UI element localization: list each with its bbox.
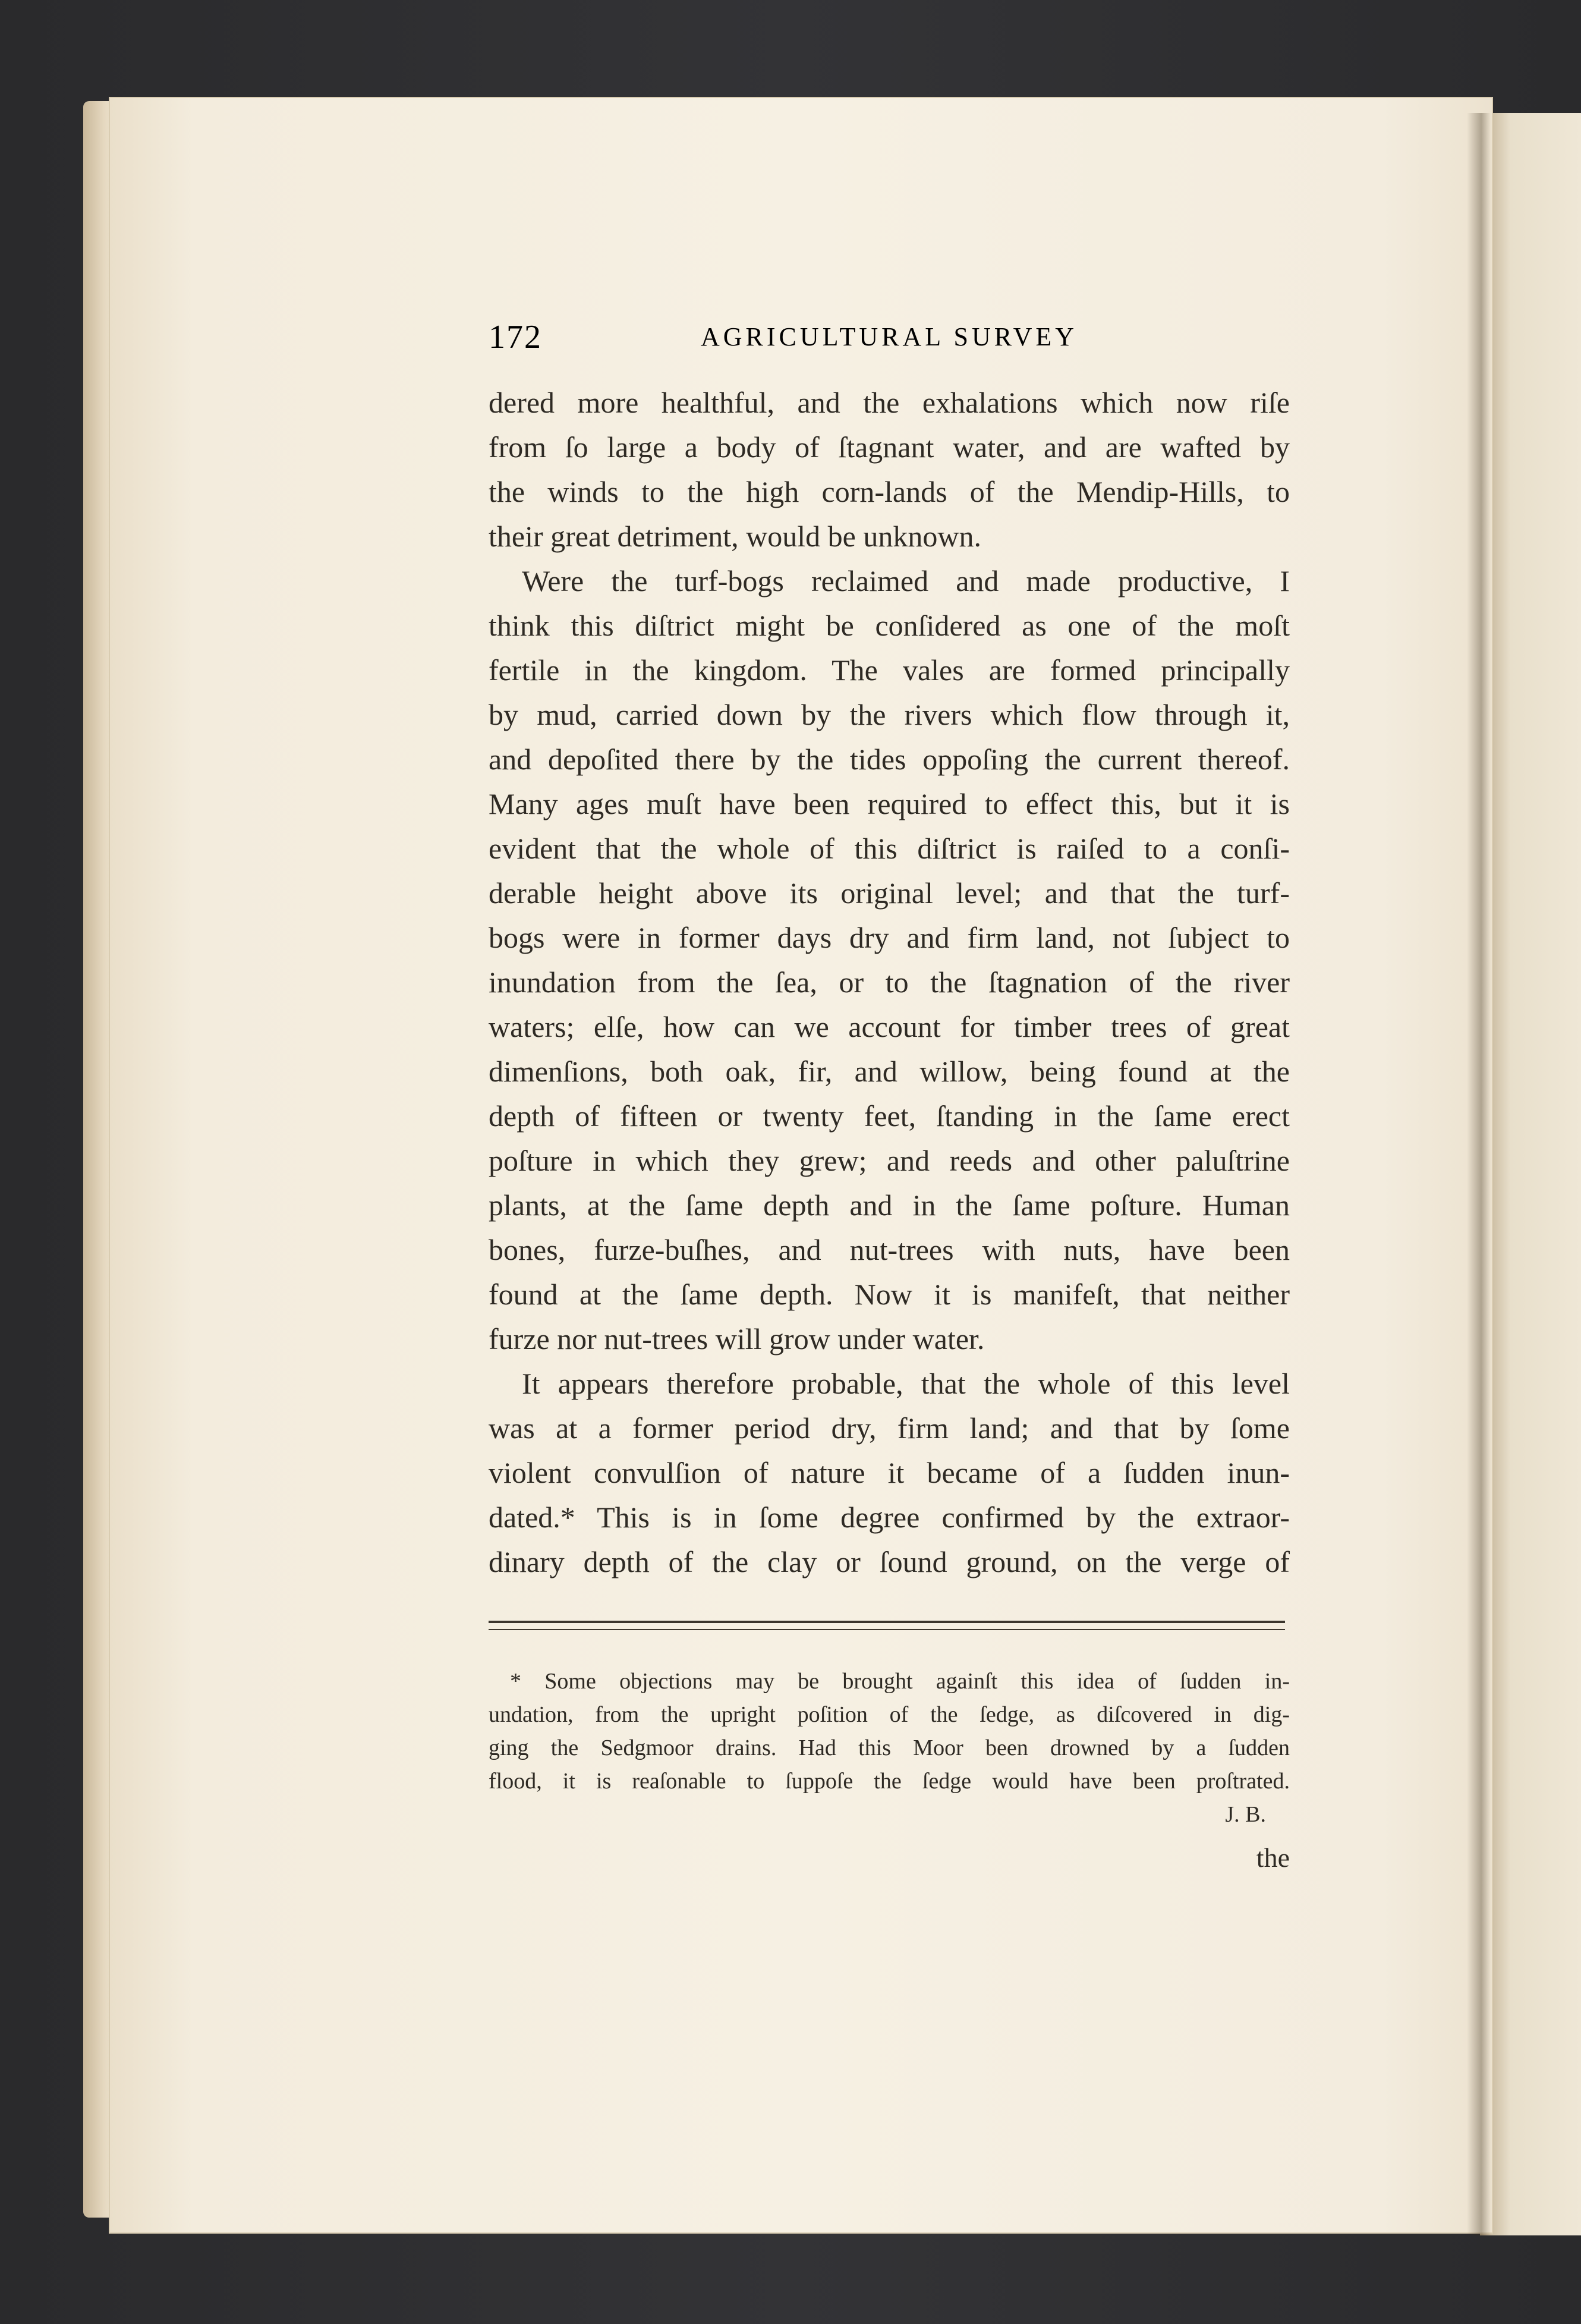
footnote-signature: J. B. bbox=[1225, 1802, 1266, 1827]
body-text bbox=[489, 380, 1290, 1584]
footnote-rule bbox=[489, 1621, 1285, 1630]
body-line: and depoſited there by the tides oppoſing the current thereof. bbox=[489, 743, 1290, 776]
body-line: fertile in the kingdom. The vales are formed principally bbox=[489, 653, 1290, 687]
catchword: the bbox=[1256, 1842, 1290, 1873]
body-line: their great detriment, would be unknown. bbox=[489, 520, 981, 553]
body-line: inundation from the ſea, or to the ſtagnation of the river bbox=[489, 966, 1290, 999]
body-line: poſture in which they grew; and reeds and other paluſtrine bbox=[489, 1144, 1290, 1177]
body-line: furze nor nut-trees will grow under water. bbox=[489, 1322, 985, 1356]
body-line: from ſo large a body of ſtagnant water, and are wafted by bbox=[489, 430, 1290, 464]
body-line: bogs were in former days dry and firm land, not ſubject to bbox=[489, 921, 1290, 954]
body-line: dered more healthful, and the exhalations which now riſe bbox=[489, 386, 1290, 419]
body-line: dinary depth of the clay or ſound ground, on the verge of bbox=[489, 1545, 1290, 1578]
body-line: violent convulſion of nature it became of a ſudden inun- bbox=[489, 1456, 1290, 1489]
page-number: 172 bbox=[489, 319, 542, 356]
running-title: AGRICULTURAL SURVEY bbox=[700, 322, 1078, 351]
body-line: Many ages muſt have been required to effect this, but it is bbox=[489, 787, 1290, 820]
body-line: dated.* This is in ſome degree confirmed by the extraor- bbox=[489, 1501, 1290, 1534]
body-line: the winds to the high corn-lands of the Mendip-Hills, to bbox=[489, 475, 1290, 508]
body-line: was at a former period dry, firm land; and that by ſome bbox=[489, 1411, 1290, 1445]
body-line: It appears therefore probable, that the whole of this level bbox=[522, 1367, 1290, 1400]
body-line: Were the turf-bogs reclaimed and made productive, I bbox=[522, 564, 1290, 597]
body-line: plants, at the ſame depth and in the ſame poſture. Human bbox=[489, 1188, 1290, 1222]
body-line: found at the ſame depth. Now it is manifeſt, that neither bbox=[489, 1278, 1290, 1311]
footnote-line: * Some objections may be brought againſt this idea of ſudden in- bbox=[510, 1669, 1290, 1694]
body-line: evident that the whole of this diſtrict is raiſed to a conſi- bbox=[489, 832, 1290, 865]
footnote-line: flood, it is reaſonable to ſuppoſe the ſedge would have been proſtrated. bbox=[489, 1769, 1290, 1794]
footnote bbox=[489, 1665, 1290, 1831]
body-line: think this diſtrict might be conſidered as one of the moſt bbox=[489, 609, 1290, 642]
running-head bbox=[489, 318, 1290, 360]
body-line: derable height above its original level; and that the turf- bbox=[489, 876, 1290, 910]
footnote-line: ging the Sedgmoor drains. Had this Moor been drowned by a ſudden bbox=[489, 1735, 1290, 1760]
footnote-line: undation, from the upright poſition of the ſedge, as diſcovered in dig- bbox=[489, 1702, 1290, 1727]
body-line: depth of fifteen or twenty feet, ſtanding in the ſame erect bbox=[489, 1099, 1290, 1133]
body-line: waters; elſe, how can we account for timber trees of great bbox=[489, 1010, 1290, 1043]
body-line: bones, furze-buſhes, and nut-trees with nuts, have been bbox=[489, 1233, 1290, 1266]
gutter-shadow bbox=[1467, 113, 1491, 2235]
body-line: dimenſions, both oak, fir, and willow, being found at the bbox=[489, 1055, 1290, 1088]
facing-page-edge bbox=[1480, 113, 1581, 2235]
body-line: by mud, carried down by the rivers which flow through it, bbox=[489, 698, 1290, 731]
